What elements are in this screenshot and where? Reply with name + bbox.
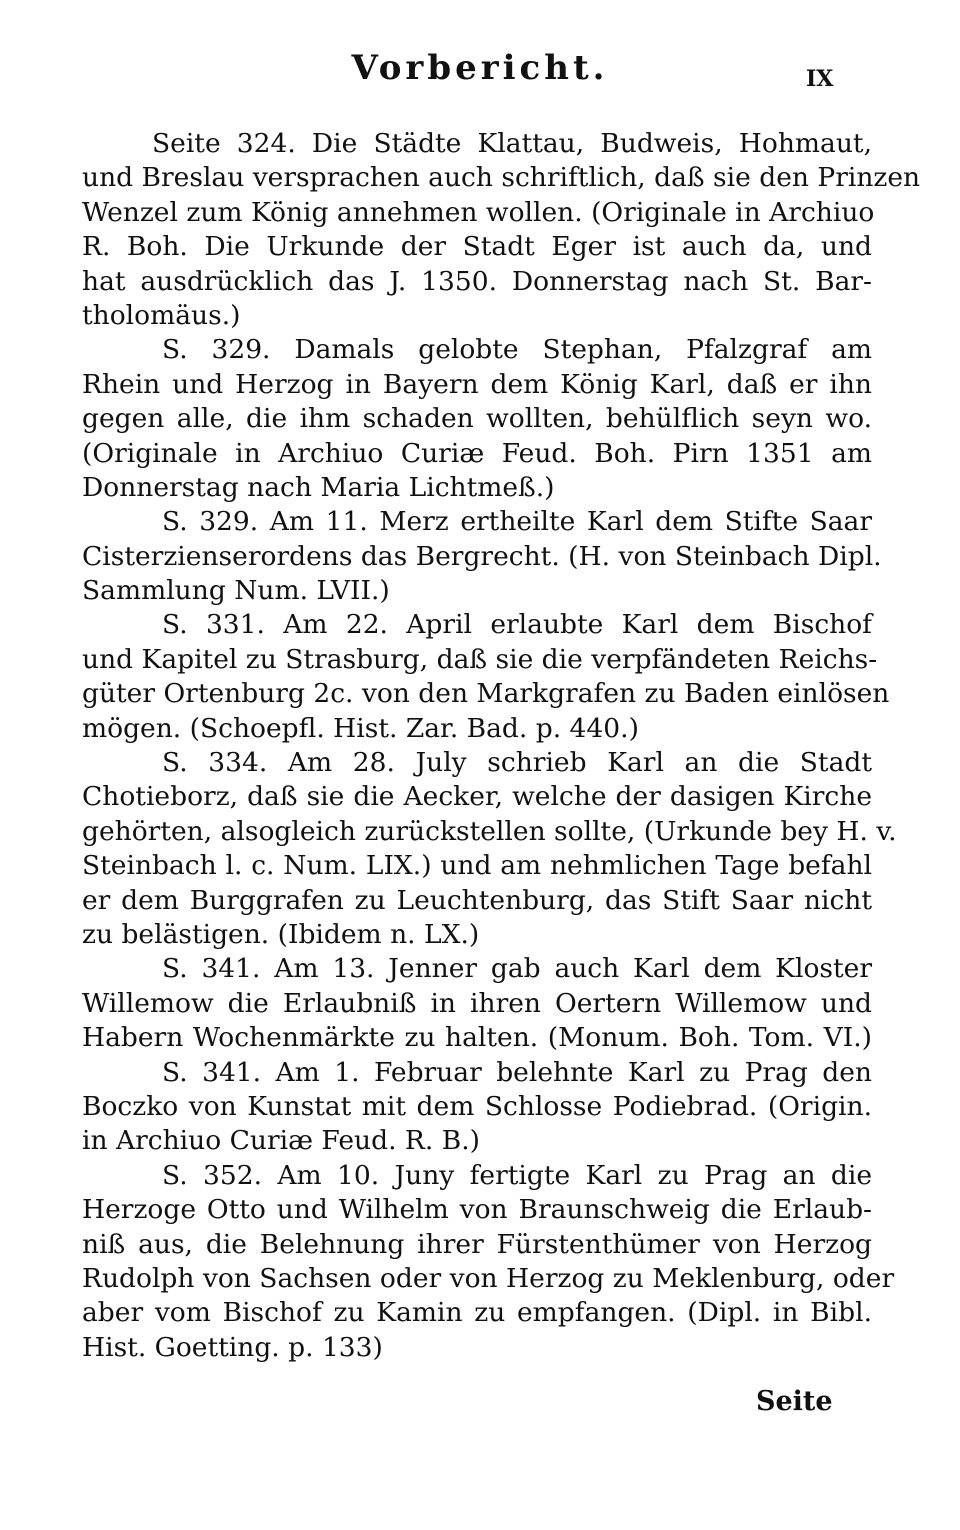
text-line: Wenzel zum König annehmen wollen. (Originale in Archiuo: [82, 196, 875, 228]
text-line: Habern Wochenmärkte zu halten. (Monum. Boh. Tom. VI.): [82, 1022, 872, 1054]
text-line: und Kapitel zu Strasburg, daß sie die verpfändeten Reichs-: [82, 643, 878, 675]
text-line: Hist. Goetting. p. 133): [82, 1331, 383, 1363]
text-line: gehörten, alsogleich zurückstellen sollte, (Urkunde bey H. v.: [82, 815, 897, 847]
text-line: (Originale in Archiuo Curiæ Feud. Boh. Pirn 1351 am: [82, 437, 872, 469]
text-line: er dem Burggrafen zu Leuchtenburg, das Stift Saar nicht: [82, 884, 872, 916]
text-line: S. 352. Am 10. Juny fertigte Karl zu Prag an die: [162, 1159, 872, 1191]
page-number: IX: [806, 66, 834, 92]
running-title: Vorbericht.: [351, 48, 609, 88]
body-text: [82, 127, 921, 1365]
text-line: mögen. (Schoepfl. Hist. Zar. Bad. p. 440.): [82, 712, 639, 744]
text-line: niß aus, die Belehnung ihrer Fürstenthümer von Herzog: [82, 1228, 872, 1260]
text-line: S. 331. Am 22. April erlaubte Karl dem Bischof: [162, 609, 872, 641]
text-line: Rhein und Herzog in Bayern dem König Karl, daß er ihn: [82, 368, 872, 400]
text-line: S. 334. Am 28. July schrieb Karl an die Stadt: [162, 747, 872, 779]
text-line: güter Ortenburg 2c. von den Markgrafen zu Baden einlösen: [82, 678, 890, 710]
text-line: und Breslau versprachen auch schriftlich, daß sie den Prinzen: [82, 162, 921, 194]
text-line: S. 341. Am 13. Jenner gab auch Karl dem Kloster: [162, 953, 872, 985]
text-line: Rudolph von Sachsen oder von Herzog zu Meklenburg, oder: [82, 1262, 895, 1294]
text-line: S. 329. Damals gelobte Stephan, Pfalzgraf am: [162, 334, 872, 366]
text-line: S. 341. Am 1. Februar belehnte Karl zu Prag den: [162, 1056, 872, 1088]
text-line: zu belästigen. (Ibidem n. LX.): [82, 918, 480, 950]
text-line: Donnerstag nach Maria Lichtmeß.): [82, 471, 555, 503]
text-line: aber vom Bischof zu Kamin zu empfangen. (Dipl. in Bibl.: [82, 1297, 872, 1329]
catchword: Seite: [756, 1386, 833, 1417]
text-line: S. 329. Am 11. Merz ertheilte Karl dem Stifte Saar: [162, 506, 872, 538]
text-line: Boczko von Kunstat mit dem Schlosse Podiebrad. (Origin.: [82, 1090, 872, 1122]
text-line: Steinbach l. c. Num. LIX.) und am nehmlichen Tage befahl: [82, 850, 872, 882]
text-line: gegen alle, die ihm schaden wollten, behülflich seyn wo.: [82, 403, 872, 435]
text-line: Herzoge Otto und Wilhelm von Braunschweig die Erlaub-: [82, 1194, 872, 1226]
text-line: Willemow die Erlaubniß in ihren Oertern Willemow und: [82, 987, 872, 1019]
text-line: Sammlung Num. LVII.): [82, 575, 390, 607]
text-line: hat ausdrücklich das J. 1350. Donnerstag nach St. Bar-: [82, 265, 872, 297]
text-line: R. Boh. Die Urkunde der Stadt Eger ist auch da, und: [82, 231, 872, 263]
text-line: in Archiuo Curiæ Feud. R. B.): [82, 1125, 480, 1157]
text-line: Chotieborz, daß sie die Aecker, welche der dasigen Kirche: [82, 781, 872, 813]
text-line: Seite 324. Die Städte Klattau, Budweis, Hohmaut,: [152, 128, 872, 159]
text-line: Cisterzienserordens das Bergrecht. (H. von Steinbach Dipl.: [82, 540, 882, 572]
text-line: tholomäus.): [82, 299, 241, 331]
